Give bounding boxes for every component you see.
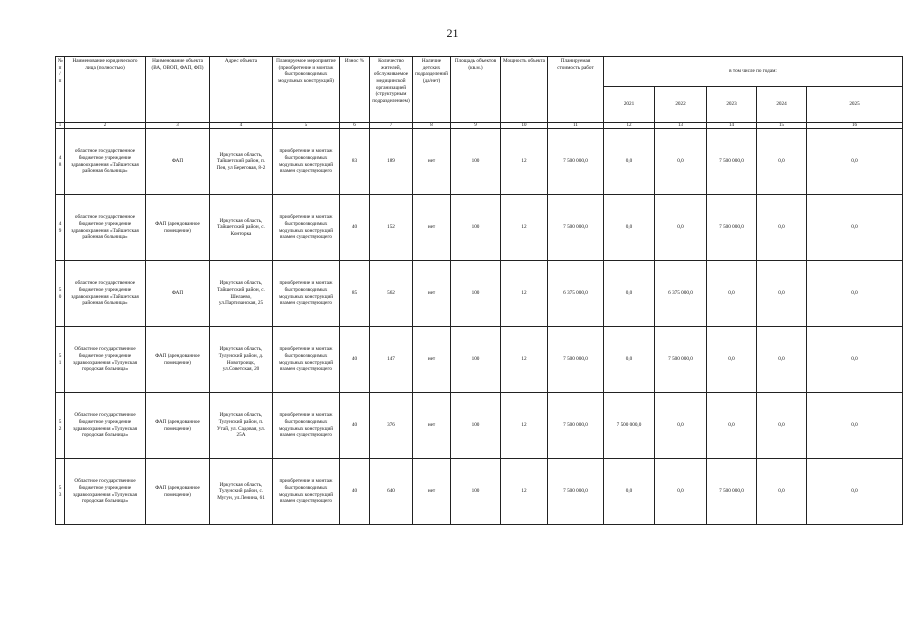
cell-num: 48 bbox=[56, 129, 65, 195]
cell-address: Иркутская область, Тулунский район, с. Мугун, ул.Ленина, 61 bbox=[210, 459, 273, 525]
cell-2025: 0,0 bbox=[807, 195, 903, 261]
cell-org: областное государственное бюджетное учреждение здравоохранения «Тайшетская районная больница» bbox=[65, 195, 146, 261]
cell-2023: 0,0 bbox=[707, 327, 757, 393]
cell-2022: 0,0 bbox=[655, 393, 707, 459]
cell-capacity: 12 bbox=[501, 261, 548, 327]
cell-area: 100 bbox=[451, 195, 501, 261]
cell-object: ФАП (арендованное помещение) bbox=[146, 327, 210, 393]
header-org: Наименование юридического лица (полностью) bbox=[65, 57, 146, 123]
cell-cost: 7 500 000,0 bbox=[548, 327, 604, 393]
cell-wear: 83 bbox=[340, 129, 370, 195]
cell-area: 100 bbox=[451, 327, 501, 393]
cell-num: 50 bbox=[56, 261, 65, 327]
cell-2025: 0,0 bbox=[807, 261, 903, 327]
column-number: 1 bbox=[56, 123, 65, 129]
cell-activity: приобретение и монтаж быстровозводимых модульных конструкций взамен существующего bbox=[273, 129, 340, 195]
cell-2025: 0,0 bbox=[807, 129, 903, 195]
cell-wear: 40 bbox=[340, 195, 370, 261]
cell-org: Областное государственное бюджетное учреждение здравоохранения «Тулунская городская больница» bbox=[65, 393, 146, 459]
cell-children: нет bbox=[413, 129, 451, 195]
cell-residents: 376 bbox=[370, 393, 413, 459]
cell-cost: 7 500 000,0 bbox=[548, 393, 604, 459]
cell-address: Иркутская область, Тулунский район, п. Утай, ул. Садовая, ул. 25А bbox=[210, 393, 273, 459]
cell-wear: 85 bbox=[340, 261, 370, 327]
cell-num: 53 bbox=[56, 459, 65, 525]
cell-address: Иркутская область, Тайшетский район, с. Шелаево, ул.Партизанская, 25 bbox=[210, 261, 273, 327]
cell-area: 100 bbox=[451, 129, 501, 195]
cell-2023: 0,0 bbox=[707, 393, 757, 459]
cell-capacity: 12 bbox=[501, 393, 548, 459]
cell-2021: 7 500 000,0 bbox=[604, 393, 655, 459]
header-years-title: в том числе по годам: bbox=[604, 57, 903, 87]
header-activity: Планируемое мероприятие (приобретение и монтаж быстровозводимых модульных конструкций) bbox=[273, 57, 340, 123]
cell-residents: 147 bbox=[370, 327, 413, 393]
header-address: Адрес объекта bbox=[210, 57, 273, 123]
cell-2023: 7 500 000,0 bbox=[707, 459, 757, 525]
cell-address: Иркутская область, Тайшетский район, с. Конторка bbox=[210, 195, 273, 261]
cell-wear: 40 bbox=[340, 393, 370, 459]
cell-org: областное государственное бюджетное учреждение здравоохранения «Тайшетская районная больница» bbox=[65, 261, 146, 327]
cell-num: 49 bbox=[56, 195, 65, 261]
cell-num: 51 bbox=[56, 327, 65, 393]
cell-cost: 7 500 000,0 bbox=[548, 195, 604, 261]
column-number: 6 bbox=[340, 123, 370, 129]
cell-2022: 6 375 000,0 bbox=[655, 261, 707, 327]
cell-2023: 7 500 000,0 bbox=[707, 129, 757, 195]
cell-object: ФАП (арендованное помещение) bbox=[146, 195, 210, 261]
cell-address: Иркутская область, Тайшетский район, п. Пея, ул Береговая, 8-2 bbox=[210, 129, 273, 195]
column-number: 3 bbox=[146, 123, 210, 129]
header-year: 2023 bbox=[707, 87, 757, 123]
header-cost: Планируемая стоимость работ bbox=[548, 57, 604, 123]
cell-2024: 0,0 bbox=[757, 327, 807, 393]
cell-cost: 6 375 000,0 bbox=[548, 261, 604, 327]
header-wear: Износ % bbox=[340, 57, 370, 123]
cell-object: ФАП bbox=[146, 129, 210, 195]
header-year: 2025 bbox=[807, 87, 903, 123]
cell-activity: приобретение и монтаж быстровозводимых модульных конструкций взамен существующего bbox=[273, 393, 340, 459]
cell-area: 100 bbox=[451, 393, 501, 459]
column-number: 13 bbox=[655, 123, 707, 129]
cell-residents: 152 bbox=[370, 195, 413, 261]
cell-children: нет bbox=[413, 195, 451, 261]
column-number: 11 bbox=[548, 123, 604, 129]
cell-2023: 7 500 000,0 bbox=[707, 195, 757, 261]
cell-2021: 0,0 bbox=[604, 261, 655, 327]
cell-children: нет bbox=[413, 393, 451, 459]
header-year: 2021 bbox=[604, 87, 655, 123]
column-number: 2 bbox=[65, 123, 146, 129]
header-children: Наличие детских подразделений (да/нет) bbox=[413, 57, 451, 123]
cell-2025: 0,0 bbox=[807, 327, 903, 393]
cell-residents: 640 bbox=[370, 459, 413, 525]
cell-object: ФАП bbox=[146, 261, 210, 327]
cell-children: нет bbox=[413, 459, 451, 525]
header-area: Площадь объектов (кв.м.) bbox=[451, 57, 501, 123]
table-row bbox=[56, 327, 903, 393]
table-row bbox=[56, 393, 903, 459]
cell-capacity: 12 bbox=[501, 129, 548, 195]
cell-2022: 0,0 bbox=[655, 129, 707, 195]
cell-org: Областное государственное бюджетное учреждение здравоохранения «Тулунская городская больница» bbox=[65, 327, 146, 393]
column-number: 8 bbox=[413, 123, 451, 129]
cell-2025: 0,0 bbox=[807, 393, 903, 459]
cell-2022: 0,0 bbox=[655, 459, 707, 525]
column-number: 7 bbox=[370, 123, 413, 129]
column-number: 15 bbox=[757, 123, 807, 129]
table-row bbox=[56, 459, 903, 525]
cell-activity: приобретение и монтаж быстровозводимых модульных конструкций взамен существующего bbox=[273, 327, 340, 393]
cell-object: ФАП (арендованное помещение) bbox=[146, 393, 210, 459]
table-row bbox=[56, 195, 903, 261]
program-table bbox=[55, 56, 903, 525]
table-header-row bbox=[56, 57, 903, 87]
page-number: 21 bbox=[446, 26, 459, 40]
column-number: 16 bbox=[807, 123, 903, 129]
header-year: 2024 bbox=[757, 87, 807, 123]
cell-org: областное государственное бюджетное учреждение здравоохранения «Тайшетская районная больница» bbox=[65, 129, 146, 195]
cell-activity: приобретение и монтаж быстровозводимых модульных конструкций взамен существующего bbox=[273, 261, 340, 327]
cell-num: 52 bbox=[56, 393, 65, 459]
cell-residents: 189 bbox=[370, 129, 413, 195]
cell-2022: 0,0 bbox=[655, 195, 707, 261]
column-number: 9 bbox=[451, 123, 501, 129]
cell-area: 100 bbox=[451, 459, 501, 525]
table-row bbox=[56, 129, 903, 195]
column-number: 5 bbox=[273, 123, 340, 129]
cell-children: нет bbox=[413, 261, 451, 327]
header-num: № п/п bbox=[56, 57, 65, 123]
header-year: 2022 bbox=[655, 87, 707, 123]
cell-address: Иркутская область, Тулунский район, д. Новотроицк, ул.Советская, 20 bbox=[210, 327, 273, 393]
column-number: 10 bbox=[501, 123, 548, 129]
header-residents: Количество жителей, обслуживаемое медицинской организацией (структурным подразделением) bbox=[370, 57, 413, 123]
cell-cost: 7 500 000,0 bbox=[548, 129, 604, 195]
cell-2024: 0,0 bbox=[757, 393, 807, 459]
cell-2024: 0,0 bbox=[757, 459, 807, 525]
cell-object: ФАП (арендованное помещение) bbox=[146, 459, 210, 525]
cell-2023: 0,0 bbox=[707, 261, 757, 327]
cell-capacity: 12 bbox=[501, 459, 548, 525]
cell-children: нет bbox=[413, 327, 451, 393]
header-capacity: Мощность объекта bbox=[501, 57, 548, 123]
cell-activity: приобретение и монтаж быстровозводимых модульных конструкций взамен существующего bbox=[273, 459, 340, 525]
cell-2025: 0,0 bbox=[807, 459, 903, 525]
cell-2021: 0,0 bbox=[604, 195, 655, 261]
cell-2024: 0,0 bbox=[757, 261, 807, 327]
cell-2021: 0,0 bbox=[604, 459, 655, 525]
column-number: 14 bbox=[707, 123, 757, 129]
cell-cost: 7 500 000,0 bbox=[548, 459, 604, 525]
cell-capacity: 12 bbox=[501, 327, 548, 393]
cell-2021: 0,0 bbox=[604, 327, 655, 393]
cell-2024: 0,0 bbox=[757, 129, 807, 195]
table-row bbox=[56, 261, 903, 327]
cell-residents: 562 bbox=[370, 261, 413, 327]
cell-wear: 40 bbox=[340, 459, 370, 525]
cell-2021: 0,0 bbox=[604, 129, 655, 195]
cell-2022: 7 500 000,0 bbox=[655, 327, 707, 393]
header-object: Наименование объекта (ВА, ОВОП, ФАП, ФП) bbox=[146, 57, 210, 123]
table-body bbox=[56, 129, 903, 525]
cell-capacity: 12 bbox=[501, 195, 548, 261]
cell-wear: 40 bbox=[340, 327, 370, 393]
cell-2024: 0,0 bbox=[757, 195, 807, 261]
cell-activity: приобретение и монтаж быстровозводимых модульных конструкций взамен существующего bbox=[273, 195, 340, 261]
column-number: 12 bbox=[604, 123, 655, 129]
cell-org: Областное государственное бюджетное учреждение здравоохранения «Тулунская городская больница» bbox=[65, 459, 146, 525]
cell-area: 100 bbox=[451, 261, 501, 327]
column-number: 4 bbox=[210, 123, 273, 129]
